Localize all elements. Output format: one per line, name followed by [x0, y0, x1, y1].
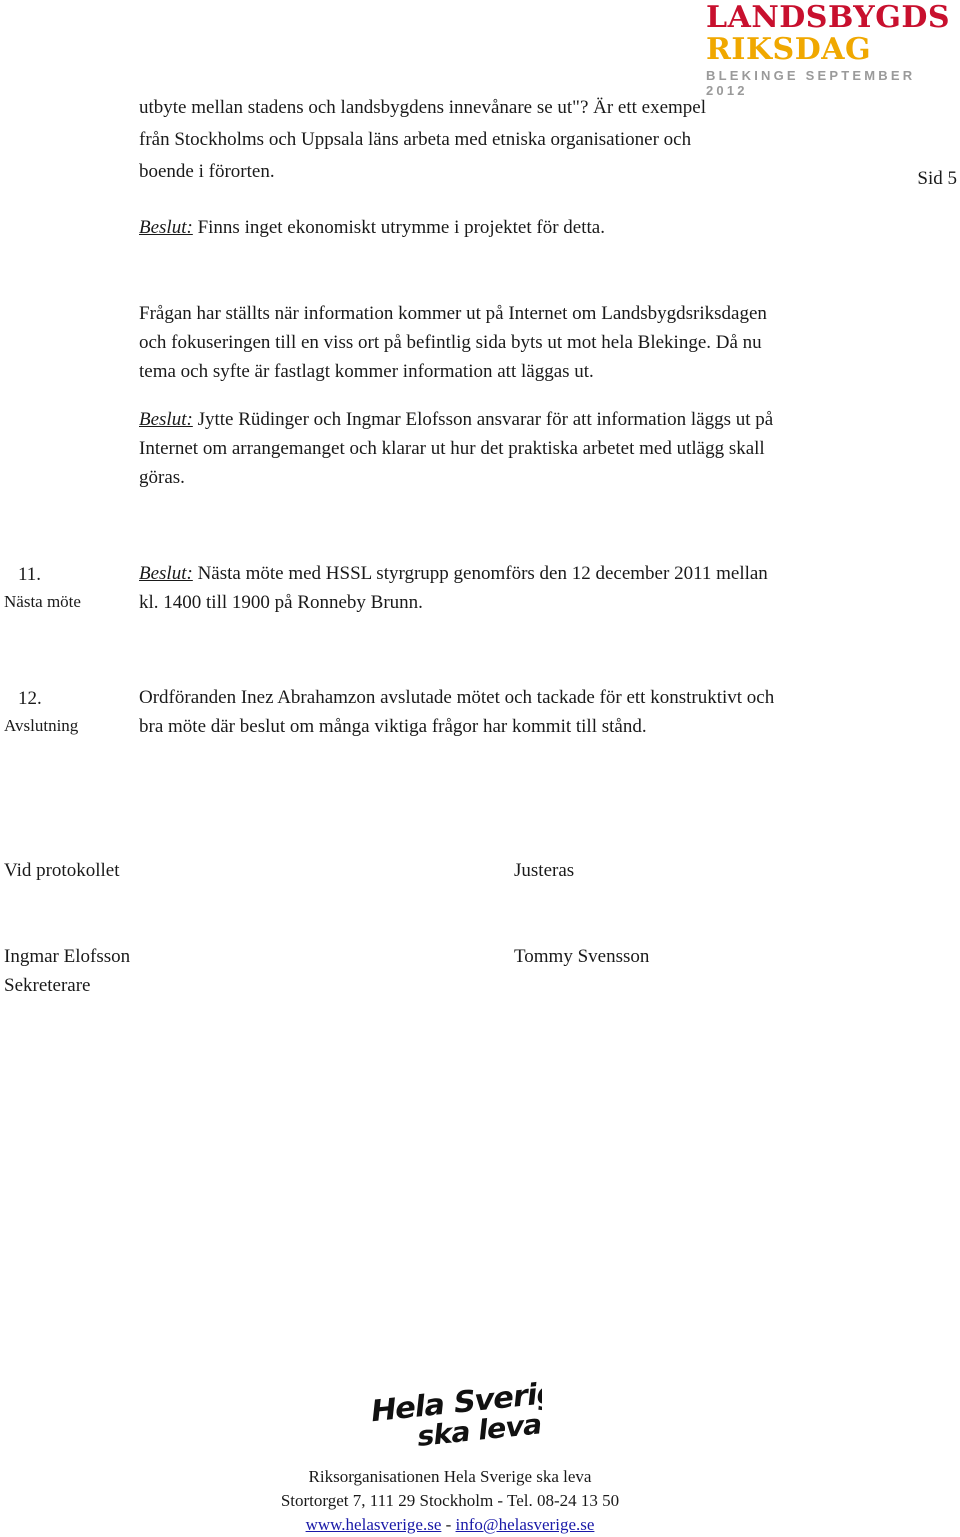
beslut-label: Beslut: [139, 563, 193, 584]
beslut-paragraph-2 [139, 405, 899, 492]
adjuster-name: Tommy Svensson [514, 946, 650, 967]
logo-line-1: LANDSBYGDS [706, 0, 951, 35]
logo-text-line-1: Hela Sverige [369, 1373, 542, 1430]
logo-text-line-2: ska leva! [415, 1406, 542, 1448]
item-11-margin [4, 560, 134, 615]
footer-contact [0, 1513, 900, 1537]
email-link[interactable]: info@helasverige.se [455, 1515, 595, 1534]
question-line: tema och syfte är fastlagt kommer information att läggas ut. [139, 361, 594, 382]
signature-left [4, 942, 130, 1000]
beslut-label: Beslut: [139, 409, 193, 430]
question-line: Frågan har ställts när information kommer ut på Internet om Landsbygdsriksdagen [139, 303, 767, 324]
item-label: Avslutning [4, 716, 79, 735]
beslut-text: Jytte Rüdinger och Ingmar Elofsson ansvarar för att information läggs ut på [192, 409, 774, 430]
signature-right-heading: Justeras [514, 860, 575, 881]
footer-address: Stortorget 7, 111 29 Stockholm - Tel. 08-24 13 50 [280, 1491, 620, 1510]
intro-line: från Stockholms och Uppsala läns arbeta med etniska organisationer och [139, 129, 692, 150]
item-line: Nästa möte med HSSL styrgrupp genomförs den 12 december 2011 mellan [192, 563, 768, 584]
beslut-label: Beslut: [139, 217, 193, 238]
footer-separator: - [441, 1515, 456, 1534]
beslut-text: Finns inget ekonomiskt utrymme i projektet för detta. [192, 217, 605, 238]
question-paragraph [139, 299, 899, 386]
hela-sverige-logo-graphic [362, 1370, 542, 1448]
landsbygdsriksdag-logo [706, 2, 956, 98]
hela-sverige-logo [362, 1370, 542, 1448]
item-line: bra möte där beslut om många viktiga frågor har kommit till stånd. [139, 716, 647, 737]
intro-line: utbyte mellan stadens och landsbygdens innevånare se ut"? Är ett exempel [139, 97, 707, 118]
item-11-text [139, 559, 899, 617]
intro-paragraph [139, 92, 899, 188]
item-12-margin [4, 684, 134, 739]
footer-org: Riksorganisationen Hela Sverige ska leva [308, 1467, 592, 1486]
beslut-text: göras. [139, 467, 185, 488]
secretary-title: Sekreterare [4, 975, 91, 996]
secretary-name: Ingmar Elofsson [4, 946, 131, 967]
beslut-text: Internet om arrangemanget och klarar ut hur det praktiska arbetet med utlägg skall [139, 438, 765, 459]
signature-left-heading: Vid protokollet [4, 860, 120, 881]
logo-line-2: RIKSDAG [706, 32, 872, 67]
logo-line-3: BLEKINGE SEPTEMBER 2012 [706, 68, 916, 98]
question-line: och fokuseringen till en viss ort på befintlig sida byts ut mot hela Blekinge. Då nu [139, 332, 762, 353]
intro-line: boende i förorten. [139, 161, 275, 182]
item-12-text [139, 683, 899, 741]
beslut-paragraph-1 [139, 213, 899, 242]
item-line: Ordföranden Inez Abrahamzon avslutade mötet och tackade för ett konstruktivt och [139, 687, 775, 708]
item-number: 11. [18, 564, 42, 585]
page-number: Sid 5 [917, 168, 957, 189]
item-line: kl. 1400 till 1900 på Ronneby Brunn. [139, 592, 423, 613]
item-label: Nästa möte [4, 592, 81, 611]
item-number: 12. [18, 688, 42, 709]
website-link[interactable]: www.helasverige.se [305, 1515, 442, 1534]
